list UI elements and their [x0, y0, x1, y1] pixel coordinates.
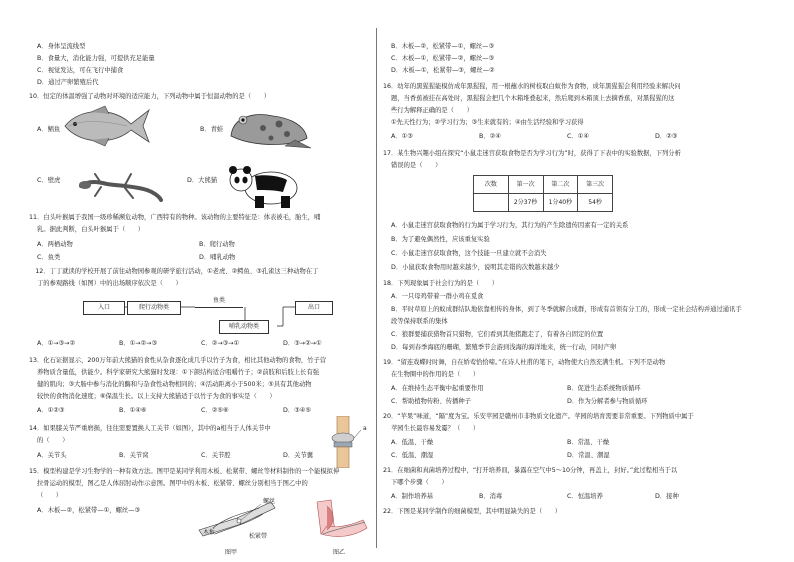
q18-option-c: C．狼群要捕获猎物首只猎物，它们看到其他猪跑走了，有着各自固定的位置 — [391, 331, 604, 338]
q16-line4: ①先天性行为；②学习行为；③生来就有的；④由生活经验和学习获得 — [391, 119, 584, 126]
q13-option-c: C．②⑤⑥ — [201, 407, 229, 414]
flow-mammal-area: 哺乳动物类 — [219, 320, 269, 334]
table-cell: 1分40秒 — [543, 194, 578, 212]
q11-option-c: C．鱼类 — [37, 254, 61, 261]
q17-option-a: A．小鼠走迷宫获取食物的行为属于学习行为，其行为的产生除遗传因素有一定的关系 — [391, 222, 629, 229]
q12-option-b: B．①→②→③ — [119, 340, 158, 347]
giant-panda-image — [225, 160, 301, 210]
q15-option-d: D．木板—①，松紧带—③，螺丝—② — [391, 67, 495, 74]
table-header-cell: 第三次 — [578, 176, 613, 194]
q14-option-d: D．关节囊 — [283, 452, 314, 459]
q13-line1: 13．化石证据显示，200万年前大熊猫的食性从杂食逐化成几乎以竹子为食，相比其他动物的食物，竹子营 — [29, 357, 327, 364]
q17-line1: 17．某生物兴趣小组在探究“小鼠走迷宫获取食物是否为学习行为”时，获得了下表中的实验数据，下列分析 — [383, 150, 681, 157]
q12-line2: 丁的参观路线（如图）中的出场顺序依次是（ ） — [37, 280, 182, 287]
maze-time-table — [473, 175, 613, 212]
q10-option-a: A．鲳鱼 — [37, 126, 61, 133]
q16-option-c: C．①④ — [567, 133, 589, 140]
flow-entrance: 入口 — [83, 301, 125, 315]
q11-line2: 乳。据此判断，白头叶猴属于（ ） — [37, 226, 145, 233]
fig-a-label-screw: 螺丝 — [263, 498, 276, 505]
q10-option-d: D．大熊猫 — [187, 177, 218, 184]
table-header-cell: 次数 — [474, 176, 509, 194]
q10-stem: 10．恒定的体温增强了动物对环境的适应能力，下列动物中属于恒温动物的是（ ） — [29, 93, 270, 100]
q16-line2: 题，当香蕉被挂在高处时，黑猩猩会把几个木箱堆叠起来，然后爬到木箱顶上去摘香蕉，对黑猩猩的这 — [391, 95, 675, 102]
q21-option-a: A．制作培养基 — [391, 493, 434, 500]
fig-a-label-band: 松紧带 — [249, 533, 268, 540]
q19-option-d: D．作为分解者参与物质循环 — [567, 398, 648, 405]
q17-line2: 错误的是（ ） — [391, 162, 442, 169]
q11-line1: 11．白头叶猴属于我国一级珍稀濒危动物，广西特有的物种。该动物的主要特征是：体表被毛，胎生，哺 — [29, 214, 321, 221]
artificial-knee-joint-image — [325, 416, 363, 468]
q20-line2: 苹园生长最容易发霉？（ ） — [391, 425, 480, 432]
flow-reptile-area: 爬行动物类 — [127, 301, 181, 315]
knee-label-a: a — [363, 425, 367, 432]
q21-line2: 下哪个步骤（ ） — [391, 479, 448, 486]
q13-option-b: B．①④⑥ — [119, 407, 147, 414]
table-cell: 2分37秒 — [508, 194, 543, 212]
q13-line4: 较快的食物消化速度；⑥保温生长。以上支持大熊猫适于以竹子为食的事实是（ ） — [37, 393, 276, 400]
column-divider — [376, 28, 377, 548]
q13-line2: 养物质含量低，供能少。科学家研究大熊猫时发现：①下颌结构适合咀嚼竹子；②前肢和后肢上长有强 — [37, 369, 320, 376]
q15-option-a: A．木板—②，松紧带—①，螺丝—③ — [37, 507, 141, 514]
q18-stem: 18．下列现象属于社会行为的是（ ） — [383, 280, 499, 287]
q19-option-a: A．在维持生态平衡中起重要作用 — [391, 385, 484, 392]
q14-line1: 14．如果膝关节严重磨损，往往需要置换人工关节（如图），其中的a相当于人体关节中 — [29, 425, 271, 432]
q17-option-d: D．小鼠获取食物用时越来越少，说明其走错的次数越来越少 — [391, 264, 560, 271]
q12-option-d: D．③→②→① — [283, 340, 322, 347]
q17-option-c: C．小鼠走迷宫获取食物，这个技能一旦建立就不会消失 — [391, 250, 547, 257]
q14-option-a: A．关节头 — [37, 452, 67, 459]
fig-a-caption: 图甲 — [225, 549, 238, 556]
q15-line2: 拉骨运动的模型，图乙是人体屈肘动作示意图。图甲中的木板、松紧带、螺丝分别相当于图乙中的 — [37, 480, 308, 487]
table-row — [474, 194, 613, 212]
q9-option-b: B．食量大，消化能力强，可提供充足能量 — [37, 55, 155, 62]
fig-a-label-board: 木板 — [203, 529, 216, 536]
q15-option-c: C．木板—①，松紧带—②，螺丝—③ — [391, 55, 495, 62]
arm-flexion-fig-b — [313, 498, 371, 548]
q21-option-d: D．接种 — [655, 493, 679, 500]
q16-line3: 些行为解释正确的是（ ） — [391, 107, 473, 114]
q12-line1: 12．丁丁就读的学校开展了前往动物园参观的研学旅行活动，①老虎、②鳄鱼、③孔雀这三种动物在丁 — [29, 268, 319, 275]
q9-option-c: C．视觉发达，可在飞行中捕食 — [37, 67, 124, 74]
q9-option-d: D．通过产卵繁殖后代 — [37, 79, 99, 86]
q20-option-d: D．常温、潮湿 — [567, 452, 610, 459]
q10-option-b: B．青蛙 — [200, 126, 224, 133]
q16-option-a: A．①③ — [391, 133, 413, 140]
q19-line2: 在生物圈中的作用的是（ ） — [391, 371, 480, 378]
q13-line3: 健的肌肉；③大肠中参与消化的酶和与杂食性动物相同的；④活动距离小于500米；⑤具有其他动物 — [37, 381, 312, 388]
table-header-cell: 第一次 — [508, 176, 543, 194]
q10-option-c: C．壁虎 — [37, 177, 61, 184]
pomfret-fish-image — [61, 104, 153, 148]
frog-image — [225, 106, 313, 150]
fig-b-caption: 图乙 — [333, 549, 346, 556]
q13-option-d: D．③④⑤ — [283, 407, 312, 414]
q11-option-a: A．两栖动物 — [37, 241, 73, 248]
q20-option-a: A．低温、干燥 — [391, 439, 434, 446]
q16-line1: 16．幼年的黑猩猩能模仿成年黑猩猩，用一根蘸水的树枝取白蚁作为食物，成年黑猩猩会利用经验来解决问 — [383, 83, 681, 90]
q20-option-b: B．常温、干燥 — [567, 439, 610, 446]
q19-line1: 19．“留连戏蝶时时舞，自在娇莺恰恰啼。”在诗人杜甫的笔下，动物使大自然充满生机。下列不是动物 — [383, 359, 666, 366]
q14-option-c: C．关节腔 — [201, 452, 231, 459]
q20-option-c: C．低温、潮湿 — [391, 452, 434, 459]
q15-line3: （ ） — [37, 492, 63, 499]
q12-option-c: C．②→③→① — [201, 340, 240, 347]
q9-option-a: A．身体呈流线型 — [37, 43, 86, 50]
q15-option-b: B．木板—②，松紧带—①，螺丝—③ — [391, 43, 495, 50]
q19-option-b: B．促进生态系统物质循环 — [567, 385, 641, 392]
q18-option-d: D．每到春季海底的珊瑚，繁殖季节会游到浅海的海洋地来，统一行动，同时产卵 — [391, 344, 617, 351]
q16-option-d: D．②③ — [655, 133, 678, 140]
q15-line1: 15．模型构建是学习生物学的一种有效方法。图甲是某同学利用木板、松紧带、螺丝等材料制作的一个能模拟伸 — [29, 468, 340, 475]
q20-line1: 20．“苹果”味道，“隔”度为宝。乐安苹园是赣州市非物质文化遗产。苹园的培育需要非常重要。下列物质中属于 — [383, 413, 694, 420]
q18-option-a: A．一只母鸡带着一群小鸡在觅食 — [391, 293, 484, 300]
table-cell: 54秒 — [578, 194, 613, 212]
flow-exit: 出口 — [295, 301, 333, 315]
q22-stem: 22．下图是某同学制作的细菌模型，其中明显缺失的是（ ） — [383, 508, 562, 515]
q11-option-b: B．爬行动物 — [199, 241, 235, 248]
q21-option-b: B．消毒 — [479, 493, 503, 500]
q14-line2: 的（ ） — [37, 437, 69, 444]
q17-option-b: B．为了避免偶然性，应该重复实验 — [391, 236, 490, 243]
q19-option-c: C．帮助植物传粉、传播种子 — [391, 398, 471, 405]
q13-option-a: A．①②③ — [37, 407, 65, 414]
q12-option-a: A．①→③→② — [37, 340, 76, 347]
table-header-row — [474, 176, 613, 194]
gecko-image — [77, 168, 163, 204]
q18-option-b-line1: B．平时草原上的蚁成群结队地依靠相传的身体，到了冬季就解合成群，形成有首领有分工的，形成一定社会结构并通过通讯手 — [391, 306, 742, 313]
table-header-cell: 第二次 — [543, 176, 578, 194]
q16-option-b: B．②④ — [479, 133, 501, 140]
flow-fish-area: 鱼类 — [195, 295, 243, 308]
table-cell — [474, 194, 509, 212]
q21-option-c: C．恒温培养 — [567, 493, 603, 500]
q21-line1: 21．在细菌和真菌培养过程中，“打开培养皿，暴露在空气中5～10分钟，再盖上，封好。”此过程相当于以 — [383, 467, 678, 474]
q11-option-d: D．哺乳动物 — [199, 254, 236, 261]
q14-option-b: B．关节窝 — [119, 452, 149, 459]
q18-option-b-line2: 段等保持联系的集体 — [391, 318, 448, 325]
